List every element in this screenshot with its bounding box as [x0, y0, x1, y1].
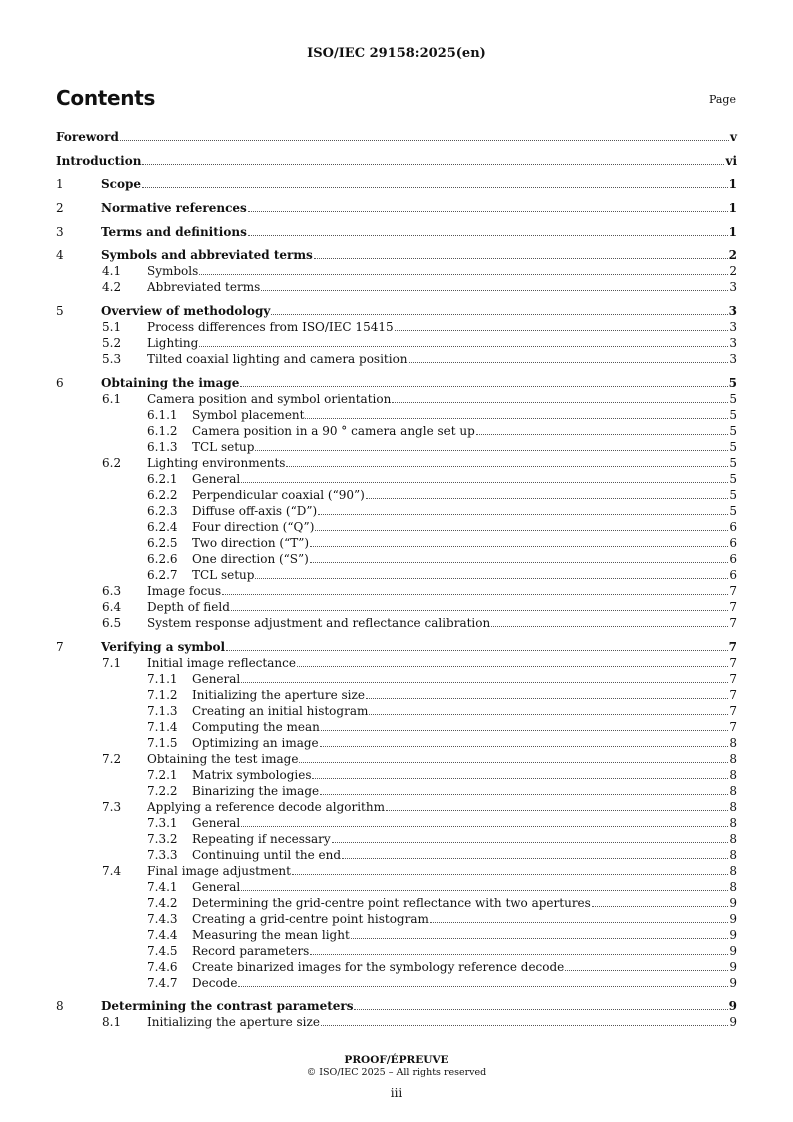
- toc-entry-number: 6.5: [102, 615, 122, 630]
- toc-entry-number: 8: [56, 999, 64, 1014]
- toc-entry-page: 1: [728, 177, 737, 192]
- copyright-notice: © ISO/IEC 2025 – All rights reserved: [306, 1067, 487, 1078]
- toc-entry[interactable]: [56, 615, 737, 631]
- toc-entry-number: 3: [56, 224, 64, 239]
- toc-entry-page: 3: [729, 280, 737, 295]
- toc-entry[interactable]: [56, 751, 737, 767]
- dot-leader: [261, 280, 728, 291]
- toc-entry[interactable]: [56, 263, 737, 279]
- toc-entry-page: 5: [729, 407, 737, 422]
- toc-entry-number: 6.1.3: [147, 439, 178, 454]
- toc-entry-number: 4.1: [102, 264, 122, 279]
- toc-entry-page: 8: [729, 735, 737, 750]
- dot-leader: [199, 264, 728, 275]
- toc-entry-title: Symbols and abbreviated terms: [101, 248, 313, 263]
- toc-entry-number: 7.4.1: [147, 879, 178, 894]
- toc-entry[interactable]: [56, 599, 737, 615]
- dot-leader: [314, 248, 728, 259]
- toc-entry[interactable]: [56, 959, 737, 975]
- dot-leader: [231, 600, 728, 611]
- toc-entry-page: 9: [729, 975, 737, 990]
- toc-entry-title: Obtaining the test image: [147, 751, 299, 766]
- toc-entry-page: 7: [729, 671, 737, 686]
- toc-entry-page: 7: [729, 687, 737, 702]
- dot-leader: [351, 928, 729, 939]
- toc-entry-number: 7.1.1: [147, 671, 178, 686]
- toc-entry-title: General: [192, 471, 241, 486]
- toc-entry-title: Foreword: [56, 130, 119, 144]
- toc-entry[interactable]: [56, 455, 737, 471]
- toc-entry[interactable]: [56, 279, 737, 295]
- toc-entry-title: Record parameters: [192, 943, 310, 958]
- toc-entry[interactable]: [56, 927, 737, 943]
- toc-entry-title: System response adjustment and reflectance calibration: [147, 615, 491, 630]
- toc-entry-title: Determining the contrast parameters: [101, 999, 354, 1014]
- toc-entry-title: Normative references: [101, 201, 247, 216]
- toc-entry-title: Overview of methodology: [101, 304, 271, 319]
- toc-entry-title: Scope: [101, 177, 142, 192]
- dot-leader: [226, 640, 728, 651]
- toc-entry-page: 1: [728, 224, 737, 239]
- toc-entry-number: 7.3.1: [147, 815, 178, 830]
- toc-entry-page: 8: [729, 847, 737, 862]
- toc-entry[interactable]: [56, 176, 737, 192]
- toc-entry-page: v: [730, 130, 737, 144]
- toc-entry-title: Creating an initial histogram: [192, 703, 369, 718]
- toc-entry-number: 7.2.2: [147, 783, 178, 798]
- toc-entry-title: Depth of field: [147, 599, 230, 614]
- toc-entry-page: 8: [729, 879, 737, 894]
- toc-entry[interactable]: [56, 767, 737, 783]
- toc-entry-title: Introduction: [56, 153, 142, 168]
- toc-entry-number: 7.1.3: [147, 703, 178, 718]
- toc-entry[interactable]: [56, 911, 737, 927]
- toc-entry-number: 7.4.4: [147, 927, 178, 942]
- toc-entry[interactable]: [56, 471, 737, 487]
- dot-leader: [315, 520, 728, 531]
- toc-entry-page: 7: [729, 703, 737, 718]
- dot-leader: [222, 584, 728, 595]
- toc-entry-page: 8: [729, 815, 737, 830]
- toc-entry-page: 8: [729, 863, 737, 878]
- toc-entry-number: 6.2.7: [147, 567, 178, 582]
- toc-entry-number: 7.4: [102, 863, 122, 878]
- toc-entry-title: Applying a reference decode algorithm: [147, 799, 385, 814]
- toc-entry[interactable]: [56, 407, 737, 423]
- dot-leader: [292, 864, 728, 875]
- toc-entry-page: 8: [729, 751, 737, 766]
- dot-leader: [321, 1015, 728, 1026]
- toc-entry[interactable]: [56, 831, 737, 847]
- toc-entry-page: 8: [729, 831, 737, 846]
- toc-entry-page: 6: [729, 519, 737, 534]
- toc-entry-title: Abbreviated terms: [147, 280, 261, 295]
- toc-entry-title: Create binarized images for the symbology reference decode: [192, 959, 565, 974]
- table-of-contents: [56, 129, 737, 1030]
- toc-entry-number: 6.3: [102, 583, 122, 598]
- toc-entry-number: 7.1.5: [147, 735, 178, 750]
- toc-entry[interactable]: [56, 703, 737, 719]
- toc-entry-number: 1: [56, 177, 64, 192]
- dot-leader: [386, 800, 728, 811]
- toc-entry[interactable]: [56, 335, 737, 351]
- toc-entry-page: 7: [728, 639, 737, 654]
- toc-entry[interactable]: [56, 200, 737, 216]
- toc-entry[interactable]: [56, 815, 737, 831]
- toc-entry[interactable]: [56, 671, 737, 687]
- dot-leader: [142, 154, 724, 165]
- dot-leader: [120, 130, 729, 141]
- toc-entry-number: 6.2.2: [147, 487, 178, 502]
- toc-entry-page: 6: [729, 535, 737, 550]
- toc-entry-page: 9: [729, 911, 737, 926]
- toc-entry-number: 7.4.5: [147, 943, 178, 958]
- toc-entry-title: Measuring the mean light: [192, 927, 350, 942]
- toc-entry[interactable]: [56, 503, 737, 519]
- toc-entry-title: Two direction (“T”): [192, 535, 310, 550]
- toc-entry-number: 6.2.3: [147, 503, 178, 518]
- toc-entry[interactable]: [56, 735, 737, 751]
- dot-leader: [299, 752, 728, 763]
- toc-entry-title: Optimizing an image: [192, 735, 319, 750]
- toc-entry-page: 3: [729, 320, 737, 335]
- toc-entry[interactable]: [56, 655, 737, 671]
- toc-entry[interactable]: [56, 783, 737, 799]
- toc-entry-page: 5: [729, 423, 737, 438]
- toc-entry[interactable]: [56, 583, 737, 599]
- toc-entry-page: 3: [728, 304, 737, 319]
- dot-leader: [354, 999, 727, 1010]
- dot-leader: [565, 960, 728, 971]
- toc-entry[interactable]: [56, 687, 737, 703]
- dot-leader: [592, 896, 729, 907]
- dot-leader: [430, 912, 728, 923]
- dot-leader: [305, 408, 728, 419]
- dot-leader: [491, 616, 728, 627]
- toc-entry-number: 6.4: [102, 599, 122, 614]
- toc-entry[interactable]: [56, 439, 737, 455]
- toc-entry-page: 6: [729, 551, 737, 566]
- dot-leader: [320, 736, 729, 747]
- toc-entry-title: General: [192, 815, 241, 830]
- dot-leader: [366, 688, 728, 699]
- toc-entry-number: 5.2: [102, 336, 122, 351]
- toc-entry-number: 7.2: [102, 751, 122, 766]
- toc-entry-number: 6.2.1: [147, 471, 178, 486]
- toc-entry-title: Process differences from ISO/IEC 15415: [147, 320, 394, 335]
- document-id: ISO/IEC 29158:2025(en): [307, 46, 486, 61]
- toc-entry-page: 5: [729, 391, 737, 406]
- toc-entry-page: 9: [729, 943, 737, 958]
- toc-entry-page: 8: [729, 767, 737, 782]
- toc-entry-page: 5: [728, 375, 737, 390]
- toc-entry-title: Tilted coaxial lighting and camera position: [147, 352, 408, 367]
- toc-entry-number: 6.2: [102, 455, 122, 470]
- dot-leader: [318, 504, 728, 515]
- dot-leader: [310, 552, 729, 563]
- toc-entry-number: 6.2.5: [147, 535, 178, 550]
- dot-leader: [241, 672, 728, 683]
- toc-entry[interactable]: [56, 375, 737, 391]
- toc-entry[interactable]: [56, 535, 737, 551]
- toc-entry-page: 9: [729, 959, 737, 974]
- toc-entry[interactable]: [56, 423, 737, 439]
- toc-entry-title: TCL setup: [192, 439, 255, 454]
- toc-entry-number: 7.3.2: [147, 831, 178, 846]
- toc-entry[interactable]: [56, 567, 737, 583]
- dot-leader: [321, 720, 728, 731]
- toc-entry-page: 2: [728, 248, 737, 263]
- contents-title: Contents: [56, 86, 156, 110]
- toc-entry-title: Diffuse off-axis (“D”): [192, 503, 318, 518]
- toc-entry-title: Computing the mean: [192, 719, 320, 734]
- toc-entry-number: 6.1.1: [147, 407, 178, 422]
- toc-entry-page: 9: [728, 999, 737, 1014]
- dot-leader: [310, 536, 728, 547]
- toc-entry-title: Initial image reflectance: [147, 655, 296, 670]
- dot-leader: [342, 848, 728, 859]
- toc-entry-number: 6.1: [102, 391, 122, 406]
- toc-entry-page: 8: [729, 783, 737, 798]
- toc-entry-page: 7: [729, 655, 737, 670]
- toc-entry[interactable]: [56, 551, 737, 567]
- toc-entry-number: 8.1: [102, 1015, 122, 1030]
- toc-entry[interactable]: [56, 247, 737, 263]
- dot-leader: [395, 320, 729, 331]
- toc-entry-page: 5: [729, 455, 737, 470]
- toc-entry-title: Initializing the aperture size: [147, 1015, 320, 1030]
- toc-entry-page: 7: [729, 583, 737, 598]
- toc-entry-page: 3: [729, 336, 737, 351]
- toc-entry-page: 1: [728, 201, 737, 216]
- dot-leader: [297, 656, 728, 667]
- dot-leader: [286, 456, 728, 467]
- toc-entry-page: 7: [729, 599, 737, 614]
- toc-entry[interactable]: [56, 799, 737, 815]
- toc-entry-title: Final image adjustment: [147, 863, 291, 878]
- toc-entry-page: 9: [729, 895, 737, 910]
- toc-entry-number: 7.1.2: [147, 687, 178, 702]
- toc-entry[interactable]: [56, 129, 737, 145]
- dot-leader: [392, 392, 728, 403]
- toc-entry-title: Binarizing the image: [192, 783, 320, 798]
- toc-entry-title: Symbol placement: [192, 407, 305, 422]
- dot-leader: [255, 440, 728, 451]
- toc-entry-title: Determining the grid-centre point reflectance with two apertures: [192, 895, 591, 910]
- toc-entry-title: TCL setup: [192, 567, 255, 582]
- toc-entry-number: 7.2.1: [147, 767, 178, 782]
- toc-entry-number: 5: [56, 304, 64, 319]
- toc-entry-number: 6.2.6: [147, 551, 178, 566]
- toc-entry-page: 5: [729, 503, 737, 518]
- dot-leader: [320, 784, 728, 795]
- toc-entry-page: 6: [729, 567, 737, 582]
- dot-leader: [271, 304, 727, 315]
- toc-entry[interactable]: [56, 719, 737, 735]
- toc-entry-number: 7.1.4: [147, 719, 178, 734]
- toc-entry-title: Four direction (“Q”): [192, 519, 315, 534]
- toc-entry-number: 7.4.2: [147, 895, 178, 910]
- toc-entry[interactable]: [56, 975, 737, 991]
- toc-entry[interactable]: [56, 519, 737, 535]
- toc-entry-number: 6: [56, 375, 64, 390]
- dot-leader: [332, 832, 729, 843]
- toc-entry[interactable]: [56, 943, 737, 959]
- toc-entry-number: 4.2: [102, 280, 122, 295]
- dot-leader: [409, 352, 729, 363]
- toc-entry-title: Camera position in a 90 ° camera angle set up: [192, 423, 475, 438]
- toc-entry-title: Continuing until the end: [192, 847, 342, 862]
- toc-entry-number: 4: [56, 248, 64, 263]
- toc-entry[interactable]: [56, 847, 737, 863]
- toc-entry-title: Lighting: [147, 336, 199, 351]
- toc-entry-page: vi: [725, 153, 737, 168]
- toc-entry-number: 7.4.7: [147, 975, 178, 990]
- toc-entry-page: 5: [729, 439, 737, 454]
- toc-entry-page: 3: [729, 352, 737, 367]
- toc-entry-page: 2: [729, 264, 737, 279]
- toc-entry-page: 7: [729, 615, 737, 630]
- dot-leader: [241, 816, 728, 827]
- toc-entry-page: 5: [729, 487, 737, 502]
- dot-leader: [369, 704, 728, 715]
- toc-entry[interactable]: [56, 153, 737, 169]
- toc-entry-page: 9: [729, 927, 737, 942]
- dot-leader: [241, 880, 728, 891]
- toc-entry-page: 7: [729, 719, 737, 734]
- toc-entry[interactable]: [56, 351, 737, 367]
- toc-entry-number: 7: [56, 639, 64, 654]
- toc-entry-number: 5.1: [102, 320, 122, 335]
- toc-entry-title: Terms and definitions: [101, 224, 247, 239]
- toc-entry-page: 8: [729, 799, 737, 814]
- toc-entry-number: 7.4.3: [147, 911, 178, 926]
- toc-entry[interactable]: [56, 319, 737, 335]
- dot-leader: [238, 976, 728, 987]
- toc-entry-number: 7.1: [102, 655, 122, 670]
- toc-entry[interactable]: [56, 487, 737, 503]
- toc-entry-page: 5: [729, 471, 737, 486]
- toc-entry-title: General: [192, 879, 241, 894]
- dot-leader: [255, 568, 728, 579]
- toc-entry-title: Initializing the aperture size: [192, 687, 365, 702]
- toc-entry[interactable]: [56, 303, 737, 319]
- toc-entry-title: Lighting environments: [147, 455, 286, 470]
- toc-entry-number: 5.3: [102, 352, 122, 367]
- toc-entry-title: Obtaining the image: [101, 375, 240, 390]
- page-column-label: Page: [708, 93, 736, 106]
- toc-entry[interactable]: [56, 224, 737, 240]
- toc-entry[interactable]: [56, 863, 737, 879]
- dot-leader: [312, 768, 728, 779]
- proof-label: PROOF/ÉPREUVE: [344, 1054, 449, 1066]
- toc-entry-title: Camera position and symbol orientation: [147, 391, 392, 406]
- toc-entry-title: General: [192, 671, 241, 686]
- page-number: iii: [390, 1086, 403, 1100]
- dot-leader: [310, 944, 728, 955]
- toc-entry-number: 6.1.2: [147, 423, 178, 438]
- dot-leader: [248, 225, 728, 236]
- toc-entry-title: Symbols: [147, 264, 199, 279]
- toc-entry[interactable]: [56, 391, 737, 407]
- toc-entry-number: 7.3.3: [147, 847, 178, 862]
- toc-entry-title: Creating a grid-centre point histogram: [192, 911, 429, 926]
- toc-entry-page: 9: [729, 1015, 737, 1030]
- toc-entry-title: Perpendicular coaxial (“90”): [192, 487, 365, 502]
- dot-leader: [248, 201, 728, 212]
- dot-leader: [142, 177, 728, 188]
- toc-entry-title: Image focus: [147, 583, 222, 598]
- toc-entry-number: 6.2.4: [147, 519, 178, 534]
- toc-entry[interactable]: [56, 639, 737, 655]
- toc-entry-title: Matrix symbologies: [192, 767, 312, 782]
- toc-entry[interactable]: [56, 998, 737, 1014]
- dot-leader: [366, 488, 729, 499]
- toc-entry-title: Verifying a symbol: [101, 639, 226, 654]
- toc-entry-title: Decode: [192, 975, 238, 990]
- toc-entry-title: One direction (“S”): [192, 551, 309, 566]
- toc-entry-number: 7.4.6: [147, 959, 178, 974]
- dot-leader: [241, 472, 728, 483]
- toc-entry[interactable]: [56, 1014, 737, 1030]
- dot-leader: [476, 424, 729, 435]
- dot-leader: [199, 336, 728, 347]
- toc-entry-number: 7.3: [102, 799, 122, 814]
- toc-entry[interactable]: [56, 895, 737, 911]
- toc-entry-number: 2: [56, 201, 64, 216]
- toc-entry-title: Repeating if necessary: [192, 831, 331, 846]
- dot-leader: [240, 376, 727, 387]
- toc-entry[interactable]: [56, 879, 737, 895]
